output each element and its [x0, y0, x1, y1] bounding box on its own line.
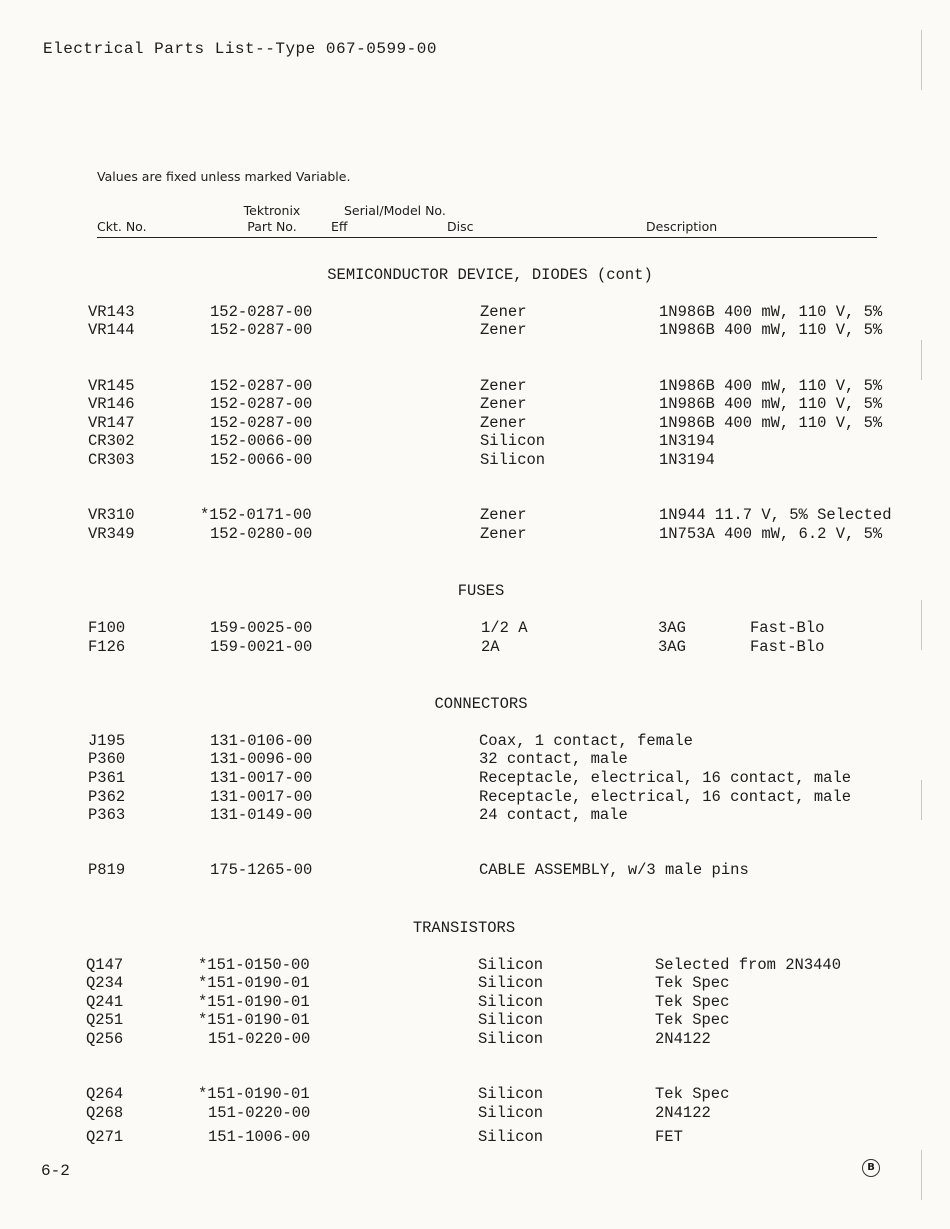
- table-row: [0, 861, 950, 879]
- circuit-number: VR349: [88, 525, 135, 543]
- table-row: [0, 506, 950, 524]
- circuit-number: Q147: [86, 956, 124, 974]
- column-header-description: Description: [646, 219, 718, 234]
- table-row: [0, 1104, 950, 1122]
- component-type: Zener: [480, 414, 527, 432]
- description: Tek Spec: [655, 1085, 730, 1103]
- part-number: 131-0017-00: [210, 769, 313, 787]
- table-row: [0, 974, 950, 992]
- table-row: [0, 1030, 950, 1048]
- column-header-disc: Disc: [447, 219, 474, 234]
- part-number: *151-0190-01: [198, 974, 310, 992]
- section-heading-transistors: TRANSISTORS: [412, 919, 516, 937]
- component-type: Silicon: [480, 451, 546, 469]
- table-row: [0, 769, 950, 787]
- table-row: [0, 1085, 950, 1103]
- page-edge-shadow: [921, 340, 922, 380]
- component-type: Silicon: [478, 974, 544, 992]
- page-edge-shadow: [921, 30, 922, 90]
- page-edge-shadow: [921, 1150, 922, 1200]
- component-type: 24 contact, male: [479, 806, 628, 824]
- circuit-number: VR145: [88, 377, 135, 395]
- component-type: CABLE ASSEMBLY, w/3 male pins: [479, 861, 749, 879]
- column-header-tektronix-line1: Tektronix: [243, 203, 301, 218]
- circuit-number: CR303: [88, 451, 135, 469]
- header-divider: [97, 237, 877, 238]
- column-header-part-no: Part No.: [247, 219, 297, 234]
- part-number: 151-0220-00: [208, 1104, 311, 1122]
- description: 1N986B 400 mW, 110 V, 5%: [659, 395, 883, 413]
- description: FET: [655, 1128, 683, 1146]
- table-row: [0, 525, 950, 543]
- circuit-number: VR147: [88, 414, 135, 432]
- part-number: 152-0287-00: [210, 395, 313, 413]
- table-row: [0, 1011, 950, 1029]
- page-number: 6-2: [41, 1162, 70, 1180]
- table-row: [0, 414, 950, 432]
- component-type: Zener: [480, 395, 527, 413]
- part-number: 152-0287-00: [210, 321, 313, 339]
- circuit-number: F100: [88, 619, 126, 637]
- part-number: 152-0066-00: [210, 451, 313, 469]
- part-number: 131-0149-00: [210, 806, 313, 824]
- description: Tek Spec: [655, 993, 730, 1011]
- circuit-number: CR302: [88, 432, 135, 450]
- component-type: 2A: [481, 638, 500, 656]
- circuit-number: P362: [88, 788, 126, 806]
- component-type: Silicon: [478, 1128, 544, 1146]
- description-extra: Fast-Blo: [750, 619, 825, 637]
- part-number: 131-0106-00: [210, 732, 313, 750]
- table-row: [0, 451, 950, 469]
- component-type: 1/2 A: [481, 619, 528, 637]
- table-row: [0, 788, 950, 806]
- column-header-eff: Eff: [331, 219, 348, 234]
- description-extra: Fast-Blo: [750, 638, 825, 656]
- part-number: 151-0220-00: [208, 1030, 311, 1048]
- table-row: [0, 993, 950, 1011]
- table-row: [0, 303, 950, 321]
- circuit-number: Q241: [86, 993, 124, 1011]
- part-number: 152-0280-00: [210, 525, 313, 543]
- table-row: [0, 395, 950, 413]
- circuit-number: P360: [88, 750, 126, 768]
- component-type: Zener: [480, 506, 527, 524]
- description: 1N986B 400 mW, 110 V, 5%: [659, 303, 883, 321]
- table-row: [0, 750, 950, 768]
- description: 2N4122: [655, 1030, 711, 1048]
- component-type: Silicon: [478, 993, 544, 1011]
- table-row: [0, 321, 950, 339]
- circuit-number: P819: [88, 861, 126, 879]
- component-type: Zener: [480, 321, 527, 339]
- circuit-number: Q251: [86, 1011, 124, 1029]
- description: 1N3194: [659, 432, 715, 450]
- description: Tek Spec: [655, 974, 730, 992]
- table-row: [0, 1128, 950, 1146]
- circuit-number: VR146: [88, 395, 135, 413]
- component-type: Silicon: [478, 1011, 544, 1029]
- part-number: 175-1265-00: [210, 861, 313, 879]
- description: 1N3194: [659, 451, 715, 469]
- component-type: 32 contact, male: [479, 750, 628, 768]
- part-number: *152-0171-00: [200, 506, 312, 524]
- description: Tek Spec: [655, 1011, 730, 1029]
- table-row: [0, 956, 950, 974]
- component-type: Zener: [480, 525, 527, 543]
- description: 1N753A 400 mW, 6.2 V, 5%: [659, 525, 883, 543]
- description: 1N986B 400 mW, 110 V, 5%: [659, 414, 883, 432]
- table-row: [0, 638, 950, 656]
- table-row: [0, 619, 950, 637]
- table-row: [0, 432, 950, 450]
- description: 1N944 11.7 V, 5% Selected: [659, 506, 892, 524]
- description: 3AG: [658, 619, 686, 637]
- column-header-tektronix: [232, 203, 312, 235]
- section-heading-connectors: CONNECTORS: [434, 695, 528, 713]
- table-row: [0, 732, 950, 750]
- part-number: *151-0190-01: [198, 1085, 310, 1103]
- part-number: 152-0066-00: [210, 432, 313, 450]
- component-type: Zener: [480, 377, 527, 395]
- part-number: *151-0150-00: [198, 956, 310, 974]
- page-title: Electrical Parts List--Type 067-0599-00: [43, 40, 437, 58]
- component-type: Silicon: [480, 432, 546, 450]
- circuit-number: Q268: [86, 1104, 124, 1122]
- component-type: Silicon: [478, 1104, 544, 1122]
- component-type: Silicon: [478, 1030, 544, 1048]
- circuit-number: J195: [88, 732, 126, 750]
- section-heading-fuses: FUSES: [457, 582, 505, 600]
- column-header-ckt-no: Ckt. No.: [97, 219, 147, 234]
- component-type: Receptacle, electrical, 16 contact, male: [479, 788, 852, 806]
- part-number: 152-0287-00: [210, 303, 313, 321]
- part-number: 159-0021-00: [210, 638, 313, 656]
- circuit-number: Q256: [86, 1030, 124, 1048]
- description: 2N4122: [655, 1104, 711, 1122]
- component-type: Coax, 1 contact, female: [479, 732, 693, 750]
- circuit-number: Q264: [86, 1085, 124, 1103]
- part-number: 152-0287-00: [210, 414, 313, 432]
- component-type: Silicon: [478, 956, 544, 974]
- table-row: [0, 377, 950, 395]
- part-number: 151-1006-00: [208, 1128, 311, 1146]
- component-type: Zener: [480, 303, 527, 321]
- circuit-number: Q234: [86, 974, 124, 992]
- part-number: *151-0190-01: [198, 993, 310, 1011]
- component-type: Receptacle, electrical, 16 contact, male: [479, 769, 852, 787]
- circuit-number: VR144: [88, 321, 135, 339]
- page-edge-shadow: [921, 780, 922, 820]
- registered-mark: B: [862, 1159, 880, 1177]
- page-edge-shadow: [921, 600, 922, 650]
- values-note: Values are fixed unless marked Variable.: [97, 169, 351, 184]
- circuit-number: Q271: [86, 1128, 124, 1146]
- circuit-number: VR143: [88, 303, 135, 321]
- description: 1N986B 400 mW, 110 V, 5%: [659, 377, 883, 395]
- table-row: [0, 806, 950, 824]
- part-number: 131-0017-00: [210, 788, 313, 806]
- circuit-number: F126: [88, 638, 126, 656]
- description: 3AG: [658, 638, 686, 656]
- circuit-number: VR310: [88, 506, 135, 524]
- circuit-number: P363: [88, 806, 126, 824]
- part-number: 131-0096-00: [210, 750, 313, 768]
- part-number: *151-0190-01: [198, 1011, 310, 1029]
- description: Selected from 2N3440: [655, 956, 842, 974]
- description: 1N986B 400 mW, 110 V, 5%: [659, 321, 883, 339]
- section-heading-diodes: SEMICONDUCTOR DEVICE, DIODES (cont): [327, 266, 653, 284]
- component-type: Silicon: [478, 1085, 544, 1103]
- part-number: 159-0025-00: [210, 619, 313, 637]
- column-header-serial-model: Serial/Model No.: [344, 203, 446, 218]
- circuit-number: P361: [88, 769, 126, 787]
- part-number: 152-0287-00: [210, 377, 313, 395]
